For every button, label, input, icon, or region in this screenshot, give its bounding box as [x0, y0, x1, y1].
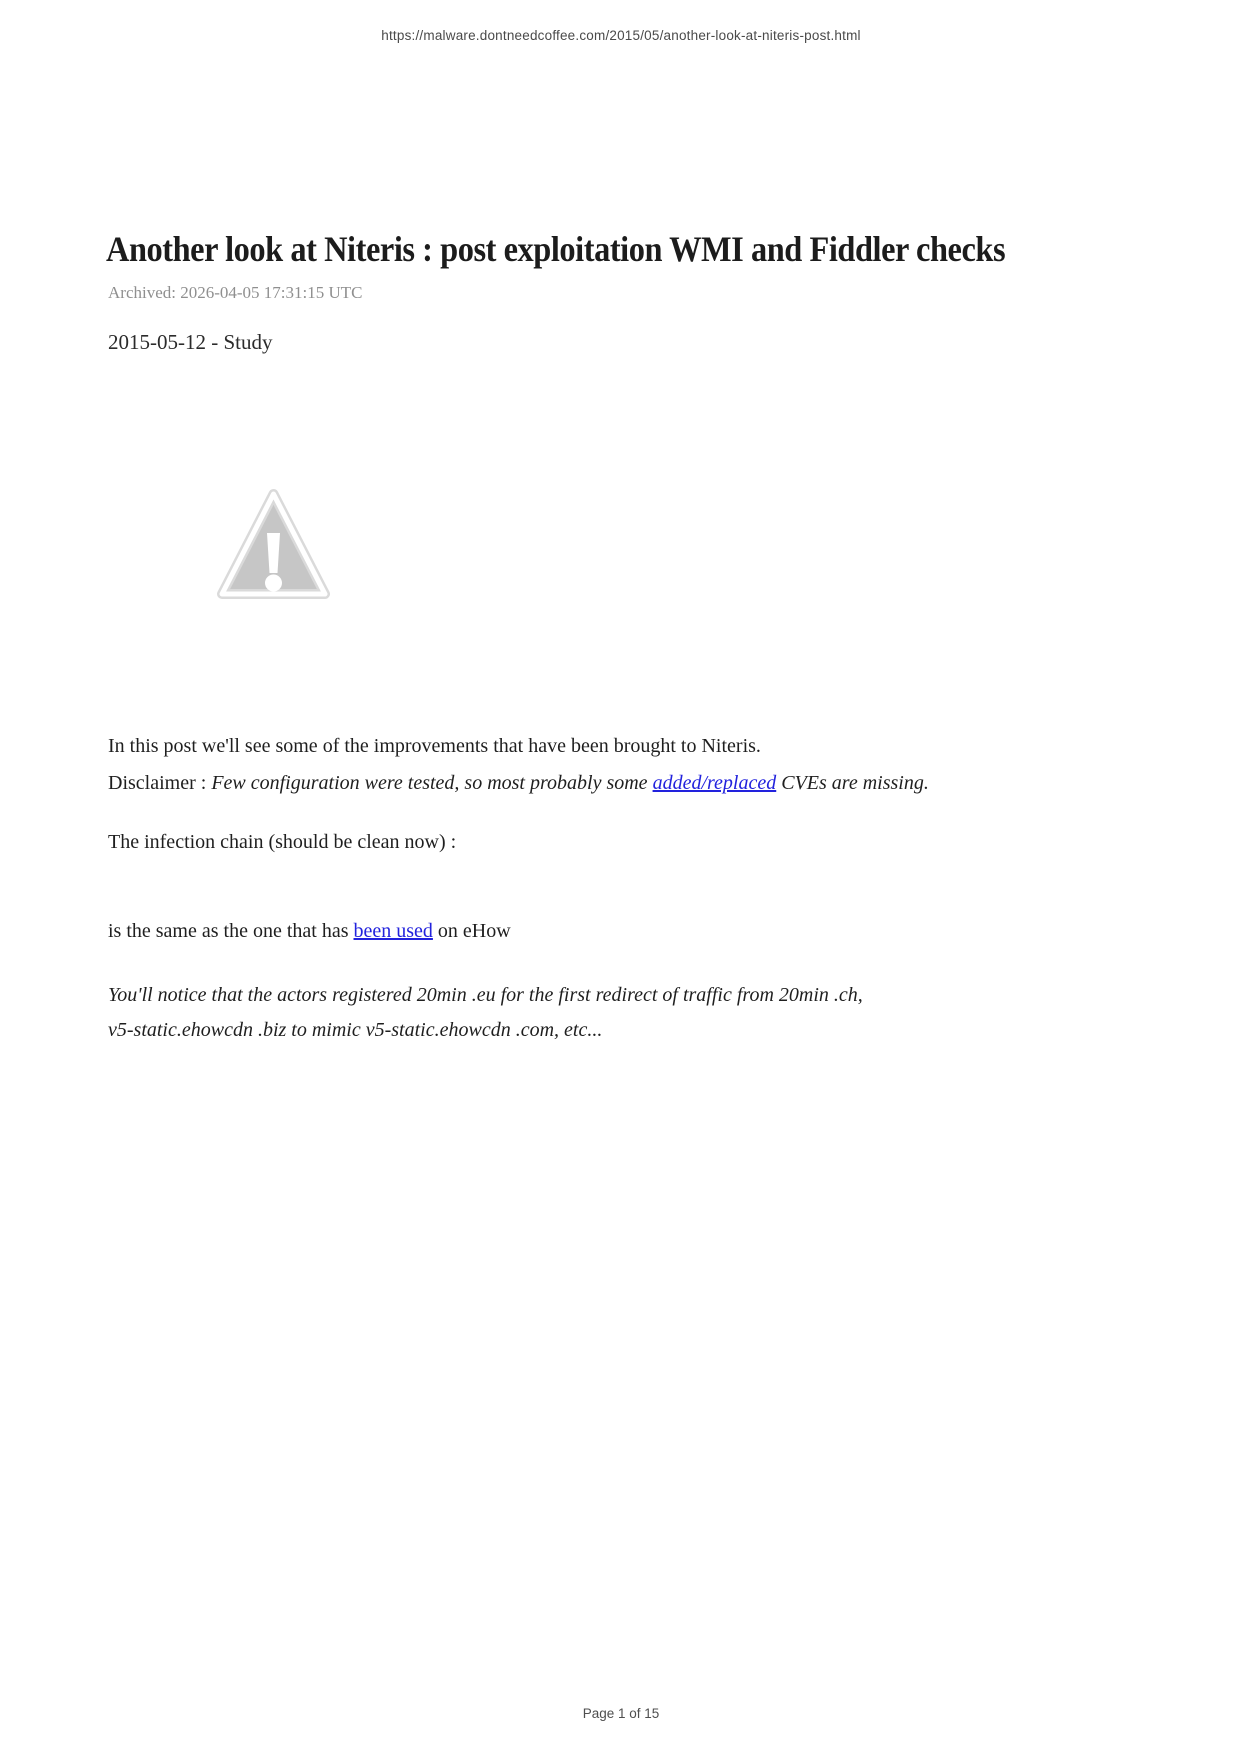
paragraph-intro — [108, 733, 761, 759]
notice-line2: v5-static.ehowcdn .biz to mimic v5-static.ehowcdn .com, etc... — [108, 1019, 603, 1041]
disclaimer-italic-before: Few configuration were tested, so most probably some — [211, 772, 653, 794]
post-date-label: 2015-05-12 - Study — [108, 330, 273, 354]
archive-url-header: https://malware.dontneedcoffee.com/2015/05/another-look-at-niteris-post.html — [381, 28, 861, 43]
warning-triangle-icon — [216, 487, 331, 603]
intro-text: In this post we'll see some of the improvements that have been brought to Niteris. — [108, 735, 761, 757]
been-used-link[interactable]: been used — [353, 920, 433, 942]
paragraph-infection-chain — [108, 829, 456, 855]
paragraph-notice — [108, 978, 863, 1048]
added-replaced-link[interactable]: added/replaced — [652, 772, 777, 794]
page-number-footer: Page 1 of 15 — [582, 1706, 660, 1721]
same-as-after-text: on eHow — [432, 920, 511, 942]
notice-line1: You'll notice that the actors registered 20min .eu for the first redirect of traffic from 20min .ch, — [108, 984, 863, 1006]
archived-timestamp: Archived: 2026-04-05 17:31:15 UTC — [108, 283, 363, 302]
infection-chain-text: The infection chain (should be clean now) : — [108, 831, 457, 853]
paragraph-disclaimer — [108, 770, 929, 796]
disclaimer-italic-after: CVEs are missing. — [776, 772, 929, 794]
same-as-before-text: is the same as the one that has — [108, 920, 354, 942]
post-title: Another look at Niteris : post exploitation WMI and Fiddler checks — [106, 229, 1006, 270]
paragraph-same-as — [108, 918, 511, 944]
disclaimer-prefix: Disclaimer : — [108, 772, 212, 794]
